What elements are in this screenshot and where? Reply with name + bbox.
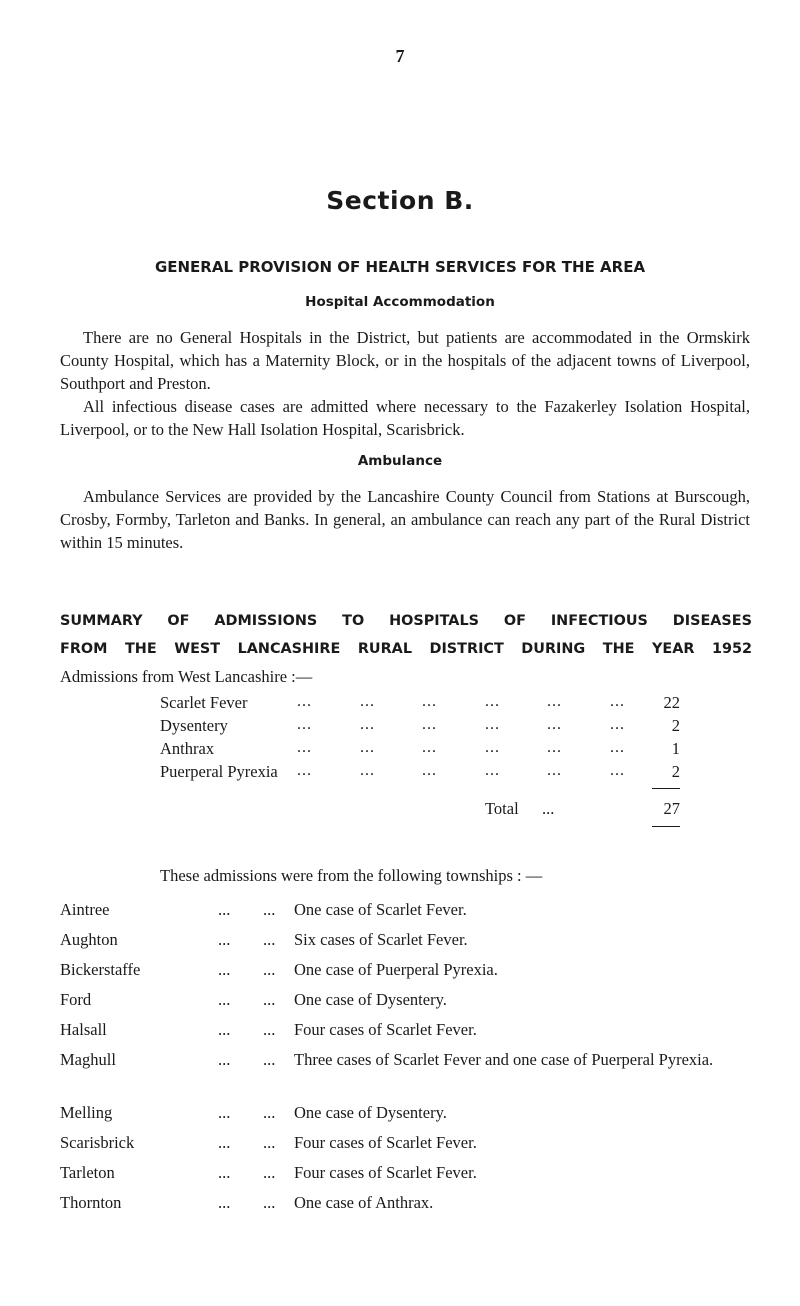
- township-admissions: Four cases of Scarlet Fever.: [294, 1163, 477, 1182]
- ambulance-paragraph: Ambulance Services are provided by the Lancashire County Council from Stations at Burscough, Crosby, Formby, Tarleton and Banks. In general, an ambulance can reach any part of the Rural District within 15 minutes.: [60, 486, 750, 552]
- disease-name: Scarlet Fever: [160, 693, 248, 712]
- township-admissions: One case of Dysentery.: [294, 990, 447, 1009]
- leader-dots: ...: [422, 739, 437, 756]
- leader-dots: ...: [485, 693, 500, 710]
- leader-dots: ...: [218, 1133, 231, 1152]
- admission-row: [160, 739, 680, 762]
- township-name: Aughton: [60, 930, 118, 949]
- leader-dots: ...: [263, 1133, 276, 1152]
- disease-name: Anthrax: [160, 739, 215, 758]
- leader-dots: ...: [218, 930, 231, 949]
- leader-dots: ...: [360, 716, 375, 733]
- disease-name: Dysentery: [160, 716, 228, 735]
- admission-row: [160, 716, 680, 739]
- leader-dots: ...: [422, 693, 437, 710]
- leader-dots: ...: [218, 1050, 231, 1069]
- township-admissions: Three cases of Scarlet Fever and one case of Puerperal Pyrexia.: [294, 1050, 714, 1069]
- township-name: Aintree: [60, 900, 110, 919]
- township-name: Bickerstaffe: [60, 960, 141, 979]
- summary-heading: [60, 607, 752, 663]
- leader-dots: ...: [263, 930, 276, 949]
- summary-heading-line-2: FROM THE WEST LANCASHIRE RURAL DISTRICT DURING THE YEAR 1952: [60, 641, 752, 657]
- township-name: Scarisbrick: [60, 1133, 135, 1152]
- leader-dots: ...: [485, 762, 500, 779]
- township-admissions: One case of Puerperal Pyrexia.: [294, 960, 498, 979]
- leader-dots: ...: [610, 739, 625, 756]
- leader-dots: ...: [297, 716, 312, 733]
- township-admissions: One case of Scarlet Fever.: [294, 900, 467, 919]
- total-rule-top: [652, 788, 680, 789]
- leader-dots: ...: [218, 1163, 231, 1182]
- township-name: Melling: [60, 1103, 113, 1122]
- hospital-heading: Hospital Accommodation: [305, 294, 495, 310]
- leader-dots: ...: [263, 990, 276, 1009]
- township-name: Ford: [60, 990, 92, 1009]
- main-heading: GENERAL PROVISION OF HEALTH SERVICES FOR THE AREA: [154, 258, 646, 276]
- leader-dots: ...: [263, 900, 276, 919]
- leader-dots: ...: [547, 739, 562, 756]
- township-name: Thornton: [60, 1193, 122, 1212]
- township-admissions: One case of Dysentery.: [294, 1103, 447, 1122]
- leader-dots: ...: [297, 762, 312, 779]
- leader-dots: ...: [547, 693, 562, 710]
- townships-intro: These admissions were from the following townships : —: [160, 866, 543, 885]
- leader-dots: ...: [360, 739, 375, 756]
- leader-dots: ...: [422, 762, 437, 779]
- leader-dots: ...: [485, 739, 500, 756]
- leader-dots: ...: [218, 1193, 231, 1212]
- total-rule-bottom: [652, 826, 680, 827]
- summary-heading-line-1: SUMMARY OF ADMISSIONS TO HOSPITALS OF INFECTIOUS DISEASES: [60, 613, 752, 629]
- disease-name: Puerperal Pyrexia: [160, 762, 278, 781]
- leader-dots: ...: [263, 1103, 276, 1122]
- leader-dots: ...: [360, 693, 375, 710]
- leader-dots: ...: [610, 693, 625, 710]
- total-value: 27: [663, 799, 680, 818]
- township-name: Halsall: [60, 1020, 107, 1039]
- leader-dots: ...: [218, 960, 231, 979]
- hospital-paragraph-2: All infectious disease cases are admitted where necessary to the Fazakerley Isolation Hospital, Liverpool, or to the New Hall Isolation Hospital, Scarisbrick.: [60, 396, 750, 439]
- leader-dots: ...: [422, 716, 437, 733]
- leader-dots: ...: [218, 900, 231, 919]
- total-label: Total: [485, 799, 519, 818]
- leader-dots: ...: [218, 990, 231, 1009]
- admissions-intro: Admissions from West Lancashire :—: [60, 667, 313, 686]
- leader-dots: ...: [218, 1020, 231, 1039]
- leader-dots: ...: [547, 716, 562, 733]
- leader-dots: ...: [610, 716, 625, 733]
- section-title: Section B.: [326, 186, 474, 215]
- leader-dots: ...: [547, 762, 562, 779]
- leader-dots: ...: [360, 762, 375, 779]
- disease-count: 2: [671, 716, 680, 735]
- page-number: 7: [395, 46, 405, 66]
- hospital-paragraph-1: There are no General Hospitals in the District, but patients are accommodated in the Ormskirk County Hospital, which has a Maternity Block, or in the hospitals of the adjacent towns of Liverpool, Southport and Preston.: [60, 327, 750, 393]
- total-dots: ...: [542, 799, 555, 818]
- disease-count: 2: [671, 762, 680, 781]
- township-name: Maghull: [60, 1050, 116, 1069]
- township-admissions: Four cases of Scarlet Fever.: [294, 1020, 477, 1039]
- leader-dots: ...: [263, 1193, 276, 1212]
- leader-dots: ...: [263, 1163, 276, 1182]
- township-name: Tarleton: [60, 1163, 115, 1182]
- admission-row: [160, 693, 680, 716]
- leader-dots: ...: [263, 1050, 276, 1069]
- leader-dots: ...: [610, 762, 625, 779]
- ambulance-heading: Ambulance: [357, 453, 443, 469]
- leader-dots: ...: [297, 739, 312, 756]
- leader-dots: ...: [263, 1020, 276, 1039]
- leader-dots: ...: [297, 693, 312, 710]
- leader-dots: ...: [218, 1103, 231, 1122]
- leader-dots: ...: [263, 960, 276, 979]
- admissions-table: [160, 693, 680, 785]
- township-admissions: One case of Anthrax.: [294, 1193, 434, 1212]
- township-admissions: Six cases of Scarlet Fever.: [294, 930, 468, 949]
- disease-count: 1: [671, 739, 680, 758]
- admission-row: [160, 762, 680, 785]
- disease-count: 22: [663, 693, 680, 712]
- leader-dots: ...: [485, 716, 500, 733]
- township-admissions: Four cases of Scarlet Fever.: [294, 1133, 477, 1152]
